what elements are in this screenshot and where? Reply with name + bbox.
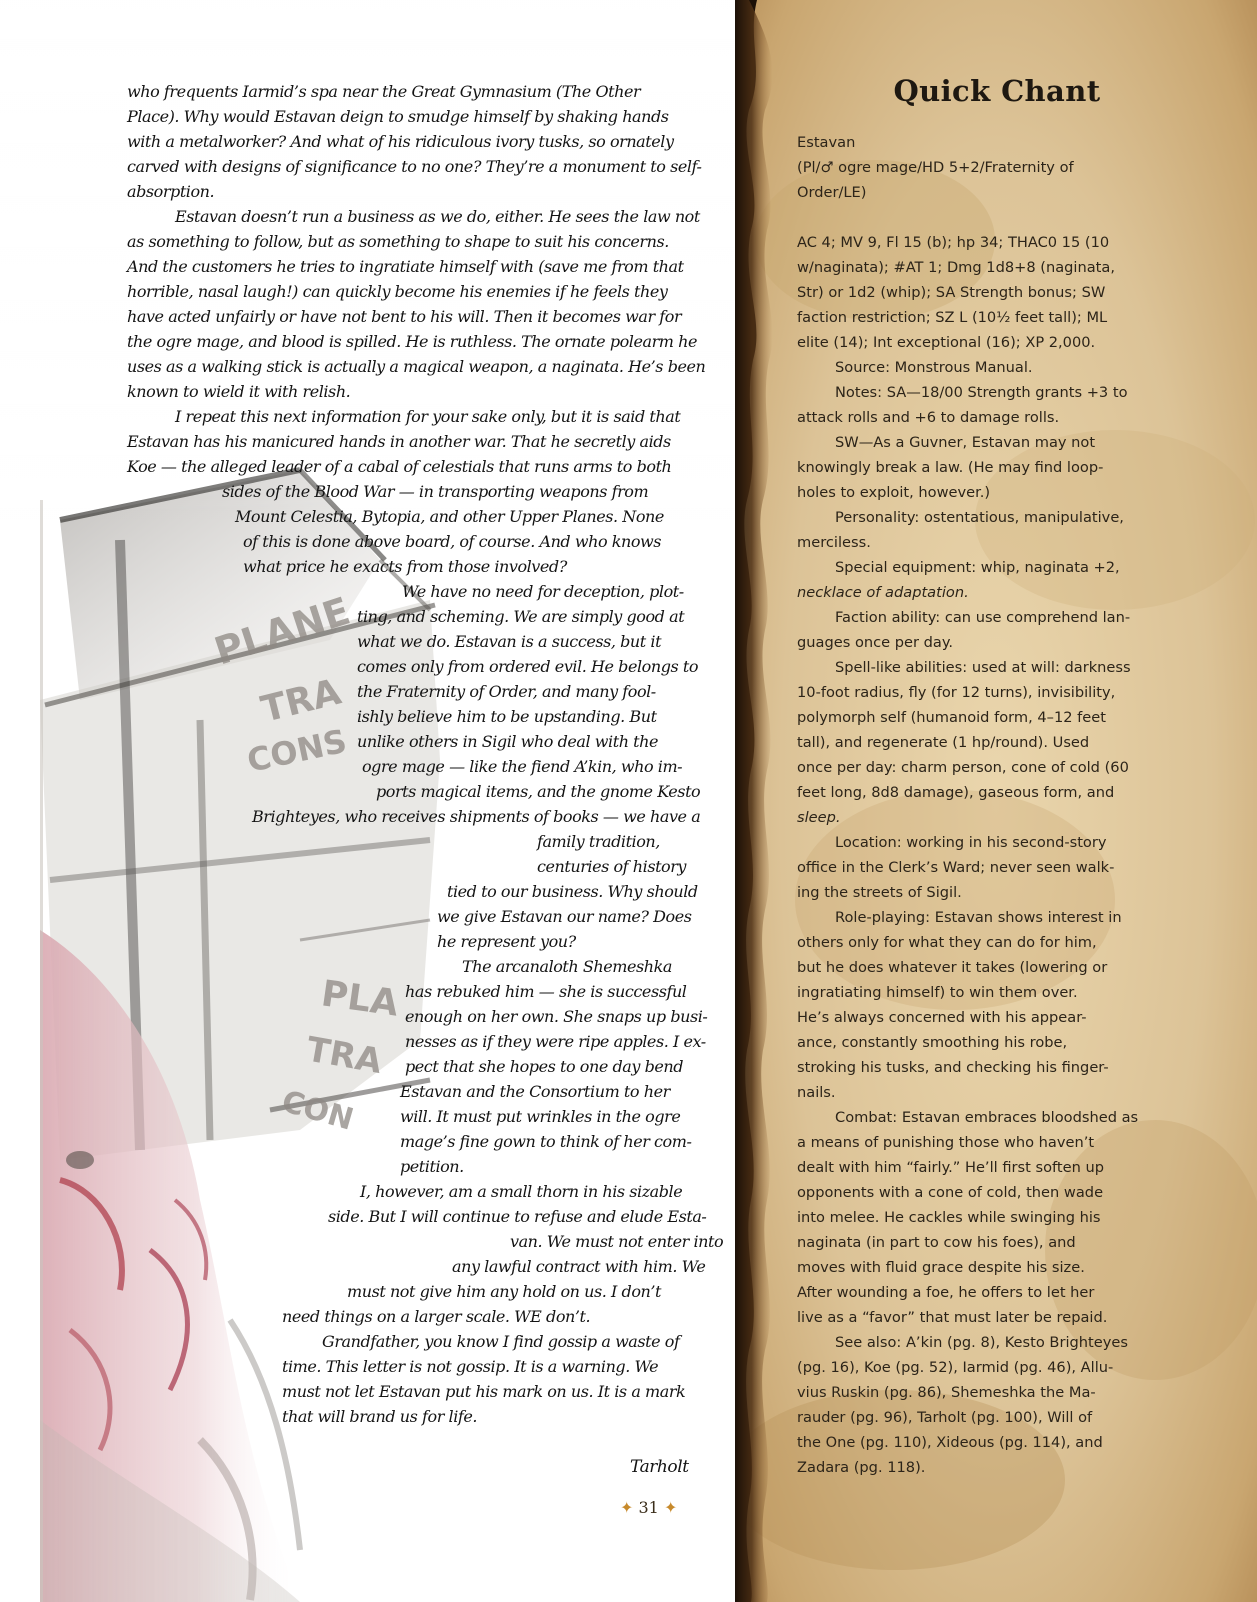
sidebar-line: After wounding a foe, he offers to let her bbox=[797, 1284, 1095, 1301]
letter-line: We have no need for deception, plot- bbox=[402, 582, 684, 601]
sidebar-line: knowingly break a law. (He may find loop- bbox=[797, 459, 1104, 476]
letter-line: I, however, am a small thorn in his sizable bbox=[360, 1182, 683, 1201]
letter-line: ishly believe him to be upstanding. But bbox=[357, 707, 657, 726]
sidebar-line: once per day: charm person, cone of cold (60 bbox=[797, 759, 1129, 776]
letter-line: what price he exacts from those involved? bbox=[243, 557, 567, 576]
letter-signature: Tarholt bbox=[630, 1457, 689, 1477]
letter-line: Mount Celestia, Bytopia, and other Upper Planes. None bbox=[235, 507, 664, 526]
letter-line: I repeat this next information for your sake only, but it is said that bbox=[175, 407, 681, 426]
sidebar-line: Order/LE) bbox=[797, 184, 867, 201]
letter-line: ports magical items, and the gnome Kesto bbox=[376, 782, 701, 801]
sidebar-line: into melee. He cackles while swinging his bbox=[797, 1209, 1101, 1226]
letter-line: comes only from ordered evil. He belongs to bbox=[357, 657, 699, 676]
letter-line: that will brand us for life. bbox=[282, 1407, 477, 1426]
letter-line: carved with designs of significance to no one? They’re a monument to self- bbox=[127, 157, 702, 176]
sidebar-line: Estavan bbox=[797, 134, 856, 151]
letter-line: absorption. bbox=[127, 182, 215, 201]
sidebar-line: holes to exploit, however.) bbox=[797, 484, 991, 501]
stencil-6: CON bbox=[277, 1084, 358, 1138]
letter-line: Estavan doesn’t run a business as we do, either. He sees the law not bbox=[175, 207, 700, 226]
letter-line: need things on a larger scale. WE don’t. bbox=[282, 1307, 591, 1326]
page-number-value: 31 bbox=[638, 1498, 659, 1517]
sidebar-line: Notes: SA—18/00 Strength grants +3 to bbox=[835, 384, 1128, 401]
letter-line: the Fraternity of Order, and many fool- bbox=[357, 682, 656, 701]
letter-line: centuries of history bbox=[537, 857, 687, 876]
sidebar-line: Faction ability: can use comprehend lan- bbox=[835, 609, 1131, 626]
sidebar-line: Location: working in his second-story bbox=[835, 834, 1107, 851]
diamond-ornament-icon: ✦ bbox=[663, 1498, 678, 1517]
stencil-2: TRA bbox=[257, 671, 345, 731]
quick-chant-sidebar bbox=[735, 0, 1257, 1602]
sidebar-line: Special equipment: whip, naginata +2, bbox=[835, 559, 1120, 576]
sidebar-line: Combat: Estavan embraces bloodshed as bbox=[835, 1109, 1139, 1126]
sidebar-title: Quick Chant bbox=[893, 74, 1101, 108]
sidebar-line: stroking his tusks, and checking his finger- bbox=[797, 1059, 1109, 1076]
sidebar-line: others only for what they can do for him, bbox=[797, 934, 1097, 951]
letter-line: will. It must put wrinkles in the ogre bbox=[400, 1107, 681, 1126]
sidebar-line: ingratiating himself) to win them over. bbox=[797, 984, 1078, 1001]
sidebar-line: Str) or 1d2 (whip); SA Strength bonus; SW bbox=[797, 284, 1106, 301]
letter-line: The arcanaloth Shemeshka bbox=[462, 957, 672, 976]
letter-line: as something to follow, but as something to shape to suit his concerns. bbox=[127, 232, 669, 251]
sidebar-line: attack rolls and +6 to damage rolls. bbox=[797, 409, 1060, 426]
letter-line: Grandfather, you know I find gossip a waste of bbox=[322, 1332, 680, 1351]
sidebar-line: tall), and regenerate (1 hp/round). Used bbox=[797, 734, 1090, 751]
letter-line: who frequents Iarmid’s spa near the Great Gymnasium (The Other bbox=[127, 82, 641, 101]
sidebar-line: rauder (pg. 96), Tarholt (pg. 100), Will of bbox=[797, 1409, 1093, 1426]
letter-line: petition. bbox=[400, 1157, 464, 1176]
sidebar-line: Role-playing: Estavan shows interest in bbox=[835, 909, 1122, 926]
letter-line: And the customers he tries to ingratiate himself with (save me from that bbox=[127, 257, 684, 276]
sidebar-line: polymorph self (humanoid form, 4–12 feet bbox=[797, 709, 1106, 726]
sidebar-line: See also: A’kin (pg. 8), Kesto Brighteyes bbox=[835, 1334, 1128, 1351]
letter-line: time. This letter is not gossip. It is a warning. We bbox=[282, 1357, 659, 1376]
sidebar-line: guages once per day. bbox=[797, 634, 954, 651]
sidebar-line: feet long, 8d8 damage), gaseous form, and bbox=[797, 784, 1115, 801]
letter-line: he represent you? bbox=[437, 932, 576, 951]
sidebar-line: Zadara (pg. 118). bbox=[797, 1459, 926, 1476]
sidebar-line: sleep. bbox=[797, 809, 841, 826]
stencil-4: PLA bbox=[318, 973, 401, 1025]
sidebar-line: vius Ruskin (pg. 86), Shemeshka the Ma- bbox=[797, 1384, 1096, 1401]
sidebar-line: dealt with him “fairly.” He’ll first soften up bbox=[797, 1159, 1104, 1176]
letter-line: must not give him any hold on us. I don’t bbox=[347, 1282, 662, 1301]
letter-line: what we do. Estavan is a success, but it bbox=[357, 632, 662, 651]
letter-line: Estavan and the Consortium to her bbox=[400, 1082, 670, 1101]
letter-line: tied to our business. Why should bbox=[447, 882, 698, 901]
sidebar-line: (pg. 16), Koe (pg. 52), Iarmid (pg. 46), Allu- bbox=[797, 1359, 1114, 1376]
stencil-3: CONS bbox=[243, 721, 350, 780]
letter-line: enough on her own. She snaps up busi- bbox=[405, 1007, 708, 1026]
sidebar-line: opponents with a cone of cold, then wade bbox=[797, 1184, 1104, 1201]
sidebar-line: necklace of adaptation. bbox=[797, 584, 969, 601]
sidebar-line: Source: Monstrous Manual. bbox=[835, 359, 1033, 376]
stencil-5: TRA bbox=[303, 1029, 385, 1083]
sidebar-line: naginata (in part to cow his foes), and bbox=[797, 1234, 1076, 1251]
sidebar-line: but he does whatever it takes (lowering or bbox=[797, 959, 1108, 976]
letter-line: ting, and scheming. We are simply good at bbox=[357, 607, 685, 626]
letter-line: must not let Estavan put his mark on us. It is a mark bbox=[282, 1382, 686, 1401]
letter-line: we give Estavan our name? Does bbox=[437, 907, 692, 926]
sidebar-line: SW—As a Guvner, Estavan may not bbox=[835, 434, 1096, 451]
sidebar-line: 10-foot radius, fly (for 12 turns), invisibility, bbox=[797, 684, 1116, 701]
letter-line: any lawful contract with him. We bbox=[452, 1257, 706, 1276]
letter-line: mage’s fine gown to think of her com- bbox=[400, 1132, 692, 1151]
letter-line: of this is done above board, of course. And who knows bbox=[243, 532, 662, 551]
letter-line: ogre mage — like the fiend A’kin, who im- bbox=[362, 757, 683, 776]
sidebar-line: ance, constantly smoothing his robe, bbox=[797, 1034, 1068, 1051]
sidebar-line: Spell-like abilities: used at will: darkness bbox=[835, 659, 1131, 676]
letter-line: has rebuked him — she is successful bbox=[405, 982, 687, 1001]
letter-line: family tradition, bbox=[537, 832, 660, 851]
letter-line: uses as a walking stick is actually a magical weapon, a naginata. He’s been bbox=[127, 357, 706, 376]
letter-line: Estavan has his manicured hands in another war. That he secretly aids bbox=[127, 432, 671, 451]
diamond-ornament-icon: ✦ bbox=[620, 1498, 634, 1517]
letter-line: known to wield it with relish. bbox=[127, 382, 351, 401]
letter-line: unlike others in Sigil who deal with the bbox=[357, 732, 659, 751]
sidebar-line: a means of punishing those who haven’t bbox=[797, 1134, 1095, 1151]
sidebar-line: ing the streets of Sigil. bbox=[797, 884, 962, 901]
letter-line: have acted unfairly or have not bent to his will. Then it becomes war for bbox=[127, 307, 682, 326]
sidebar-line: (Pl/♂ ogre mage/HD 5+2/Fraternity of bbox=[797, 159, 1074, 176]
letter-line: nesses as if they were ripe apples. I ex- bbox=[405, 1032, 706, 1051]
sidebar-line: AC 4; MV 9, Fl 15 (b); hp 34; THAC0 15 (10 bbox=[797, 234, 1110, 251]
sidebar-line: faction restriction; SZ L (10½ feet tall); ML bbox=[797, 309, 1108, 326]
letter-line: van. We must not enter into bbox=[510, 1232, 724, 1251]
sidebar-line: moves with fluid grace despite his size. bbox=[797, 1259, 1085, 1276]
sidebar-line: He’s always concerned with his appear- bbox=[797, 1009, 1087, 1026]
sidebar-line: Personality: ostentatious, manipulative, bbox=[835, 509, 1124, 526]
letter-line: pect that she hopes to one day bend bbox=[405, 1057, 684, 1076]
page-number bbox=[620, 1498, 677, 1517]
letter-line: horrible, nasal laugh!) can quickly become his enemies if he feels they bbox=[127, 282, 668, 301]
sidebar-line: live as a “favor” that must later be repaid. bbox=[797, 1309, 1108, 1326]
letter-line: Place). Why would Estavan deign to smudge himself by shaking hands bbox=[127, 107, 669, 126]
stencil-1: PLANE bbox=[209, 588, 356, 674]
letter-line: Koe — the alleged leader of a cabal of celestials that runs arms to both bbox=[127, 457, 672, 476]
sidebar-line: office in the Clerk’s Ward; never seen walk- bbox=[797, 859, 1115, 876]
letter-line: the ogre mage, and blood is spilled. He is ruthless. The ornate polearm he bbox=[127, 332, 697, 351]
letter-line: sides of the Blood War — in transporting weapons from bbox=[222, 482, 649, 501]
letter-line: side. But I will continue to refuse and elude Esta- bbox=[328, 1207, 707, 1226]
sidebar-line: the One (pg. 110), Xideous (pg. 114), and bbox=[797, 1434, 1103, 1451]
sidebar-line: nails. bbox=[797, 1084, 836, 1101]
sidebar-line: w/naginata); #AT 1; Dmg 1d8+8 (naginata, bbox=[797, 259, 1115, 276]
sidebar-line: elite (14); Int exceptional (16); XP 2,000. bbox=[797, 334, 1096, 351]
sidebar-line: merciless. bbox=[797, 534, 871, 551]
letter-line: with a metalworker? And what of his ridiculous ivory tusks, so ornately bbox=[127, 132, 674, 151]
letter-line: Brighteyes, who receives shipments of books — we have a bbox=[252, 807, 701, 826]
